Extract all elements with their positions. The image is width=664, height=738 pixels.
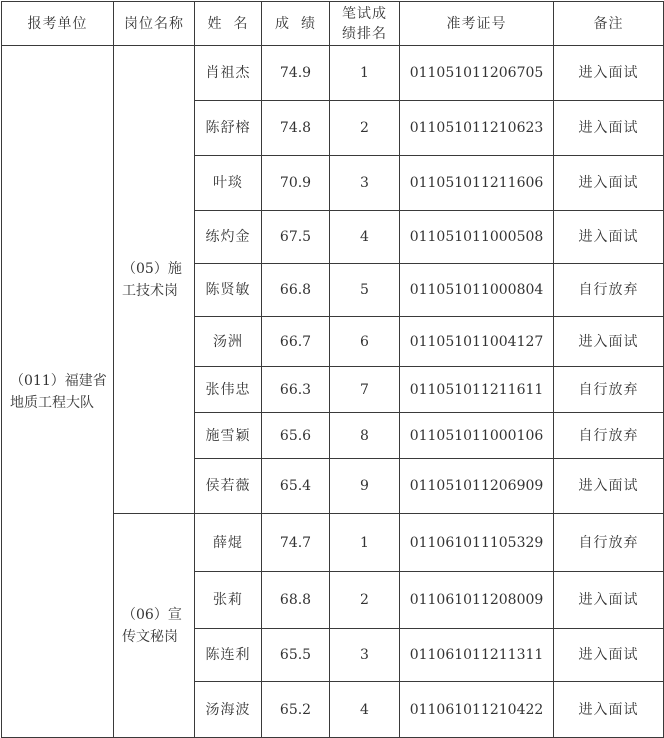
- cell-exam-id: 011061011210422: [400, 682, 554, 738]
- cell-exam-id: 011051011210623: [400, 101, 554, 156]
- cell-rank: 8: [330, 413, 400, 459]
- cell-name: 薛焜: [195, 514, 262, 572]
- cell-remark: 进入面试: [554, 572, 664, 629]
- header-row: [2, 2, 664, 46]
- cell-score: 68.8: [262, 572, 330, 629]
- cell-rank: 9: [330, 459, 400, 514]
- results-body: [2, 46, 664, 738]
- cell-remark: 进入面试: [554, 101, 664, 156]
- cell-unit: （011）福建省地质工程大队: [2, 46, 114, 738]
- cell-exam-id: 011061011211311: [400, 629, 554, 682]
- cell-score: 66.8: [262, 264, 330, 317]
- cell-remark: 进入面试: [554, 211, 664, 264]
- cell-exam-id: 011051011211606: [400, 156, 554, 211]
- cell-remark: 进入面试: [554, 629, 664, 682]
- cell-exam-id: 011061011208009: [400, 572, 554, 629]
- cell-score: 66.3: [262, 367, 330, 413]
- cell-exam-id: 011051011004127: [400, 317, 554, 367]
- cell-score: 67.5: [262, 211, 330, 264]
- cell-score: 70.9: [262, 156, 330, 211]
- cell-name: 汤海波: [195, 682, 262, 738]
- cell-name: 陈连利: [195, 629, 262, 682]
- cell-exam-id: 011051011206705: [400, 46, 554, 101]
- cell-score: 65.4: [262, 459, 330, 514]
- cell-rank: 3: [330, 629, 400, 682]
- cell-name: 练灼金: [195, 211, 262, 264]
- cell-score: 74.8: [262, 101, 330, 156]
- cell-exam-id: 011061011105329: [400, 514, 554, 572]
- cell-exam-id: 011051011211611: [400, 367, 554, 413]
- cell-remark: 自行放弃: [554, 264, 664, 317]
- cell-rank: 1: [330, 46, 400, 101]
- cell-position: （05）施工技术岗: [114, 46, 195, 514]
- cell-score: 65.5: [262, 629, 330, 682]
- header-unit: 报考单位: [2, 2, 114, 46]
- cell-remark: 进入面试: [554, 682, 664, 738]
- header-rank: 笔试成绩排名: [330, 2, 400, 46]
- cell-remark: 自行放弃: [554, 367, 664, 413]
- cell-remark: 进入面试: [554, 317, 664, 367]
- cell-exam-id: 011051011000508: [400, 211, 554, 264]
- cell-rank: 3: [330, 156, 400, 211]
- cell-rank: 2: [330, 101, 400, 156]
- cell-remark: 自行放弃: [554, 514, 664, 572]
- cell-score: 74.7: [262, 514, 330, 572]
- header-score: 成 绩: [262, 2, 330, 46]
- cell-rank: 7: [330, 367, 400, 413]
- cell-name: 肖祖杰: [195, 46, 262, 101]
- cell-exam-id: 011051011000106: [400, 413, 554, 459]
- cell-remark: 自行放弃: [554, 413, 664, 459]
- cell-name: 陈舒榕: [195, 101, 262, 156]
- cell-name: 叶琰: [195, 156, 262, 211]
- header-remark: 备注: [554, 2, 664, 46]
- header-name: 姓 名: [195, 2, 262, 46]
- cell-position: （06）宣传文秘岗: [114, 514, 195, 738]
- cell-score: 65.2: [262, 682, 330, 738]
- cell-rank: 2: [330, 572, 400, 629]
- cell-name: 侯若薇: [195, 459, 262, 514]
- cell-exam-id: 011051011000804: [400, 264, 554, 317]
- table-row: [2, 46, 664, 101]
- cell-remark: 进入面试: [554, 156, 664, 211]
- cell-remark: 进入面试: [554, 46, 664, 101]
- cell-name: 施雪颖: [195, 413, 262, 459]
- cell-rank: 6: [330, 317, 400, 367]
- cell-name: 张莉: [195, 572, 262, 629]
- cell-rank: 1: [330, 514, 400, 572]
- cell-name: 陈贤敏: [195, 264, 262, 317]
- cell-rank: 4: [330, 682, 400, 738]
- cell-rank: 5: [330, 264, 400, 317]
- results-table: [1, 1, 664, 738]
- cell-score: 66.7: [262, 317, 330, 367]
- cell-remark: 进入面试: [554, 459, 664, 514]
- cell-score: 65.6: [262, 413, 330, 459]
- cell-exam-id: 011051011206909: [400, 459, 554, 514]
- cell-rank: 4: [330, 211, 400, 264]
- cell-name: 汤洲: [195, 317, 262, 367]
- cell-name: 张伟忠: [195, 367, 262, 413]
- cell-score: 74.9: [262, 46, 330, 101]
- header-position: 岗位名称: [114, 2, 195, 46]
- header-exam-id: 准考证号: [400, 2, 554, 46]
